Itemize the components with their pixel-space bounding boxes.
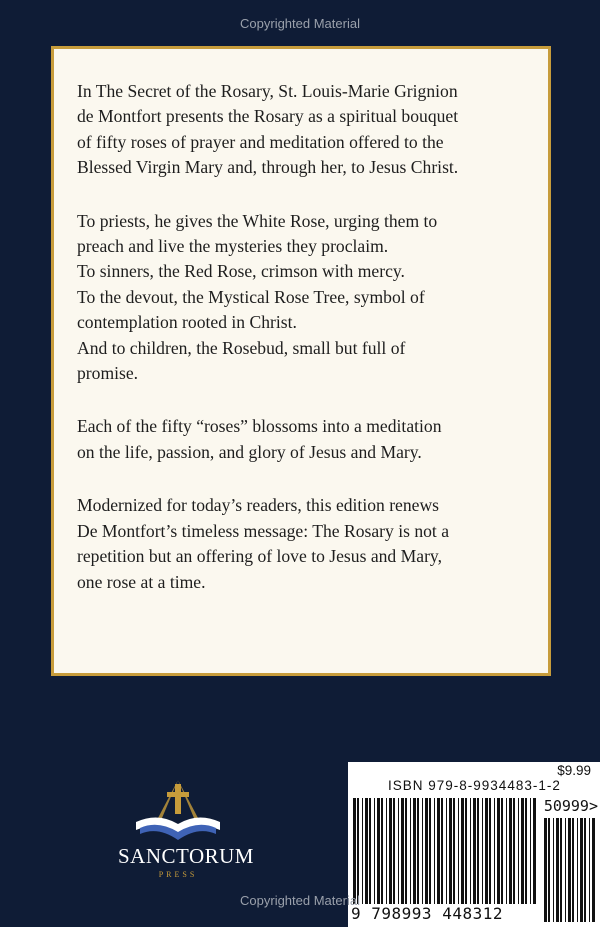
blurb-line: on the life, passion, and glory of Jesus and Mary. <box>77 441 422 462</box>
blurb-line: preach and live the mysteries they proclaim. <box>77 236 389 257</box>
blurb-line: De Montfort’s timeless message: The Rosary is not a <box>77 520 450 541</box>
blurb-line: de Montfort presents the Rosary as a spiritual bouquet <box>77 106 459 127</box>
blurb-paragraph <box>77 79 530 181</box>
publisher-subtitle: PRESS <box>158 870 198 879</box>
blurb-line: promise. <box>77 363 139 384</box>
barcode-isbn: ISBN 979-8-9934483-1-2 <box>388 778 561 793</box>
barcode-addon: 50999> <box>543 797 598 815</box>
barcode-ean: 9 798993 448312 <box>351 904 503 923</box>
blurb-line: To sinners, the Red Rose, crimson with mercy. <box>77 261 405 282</box>
blurb-line: Each of the fifty “roses” blossoms into a meditation <box>77 416 442 437</box>
blurb-line: repetition but an offering of love to Jesus and Mary, <box>77 546 442 567</box>
blurb-line: one rose at a time. <box>77 571 206 592</box>
blurb-line: To priests, he gives the White Rose, urging them to <box>77 210 438 231</box>
barcode-price: $9.99 <box>557 763 591 778</box>
publisher-logo <box>118 778 254 884</box>
blurb-paragraph <box>77 493 530 595</box>
blurb-paragraph <box>77 414 530 465</box>
book-cross-icon <box>118 778 238 848</box>
blurb-line: contemplation rooted in Christ. <box>77 312 297 333</box>
blurb-panel <box>54 49 548 673</box>
blurb-line: And to children, the Rosebud, small but full of <box>77 337 406 358</box>
blurb-paragraph <box>77 209 530 387</box>
copyright-watermark-bottom: Copyrighted Material <box>240 893 360 908</box>
copyright-watermark-top: Copyrighted Material <box>240 16 360 31</box>
blurb-line: In The Secret of the Rosary, St. Louis-Marie Grignion <box>77 81 458 101</box>
blurb-line: To the devout, the Mystical Rose Tree, symbol of <box>77 286 425 307</box>
blurb-line: Blessed Virgin Mary and, through her, to Jesus Christ. <box>77 157 459 178</box>
blurb-frame <box>51 46 551 676</box>
publisher-name: SANCTORUM <box>118 844 254 868</box>
blurb-line: Modernized for today’s readers, this edition renews <box>77 495 440 516</box>
blurb-line: of fifty roses of prayer and meditation offered to the <box>77 131 444 152</box>
